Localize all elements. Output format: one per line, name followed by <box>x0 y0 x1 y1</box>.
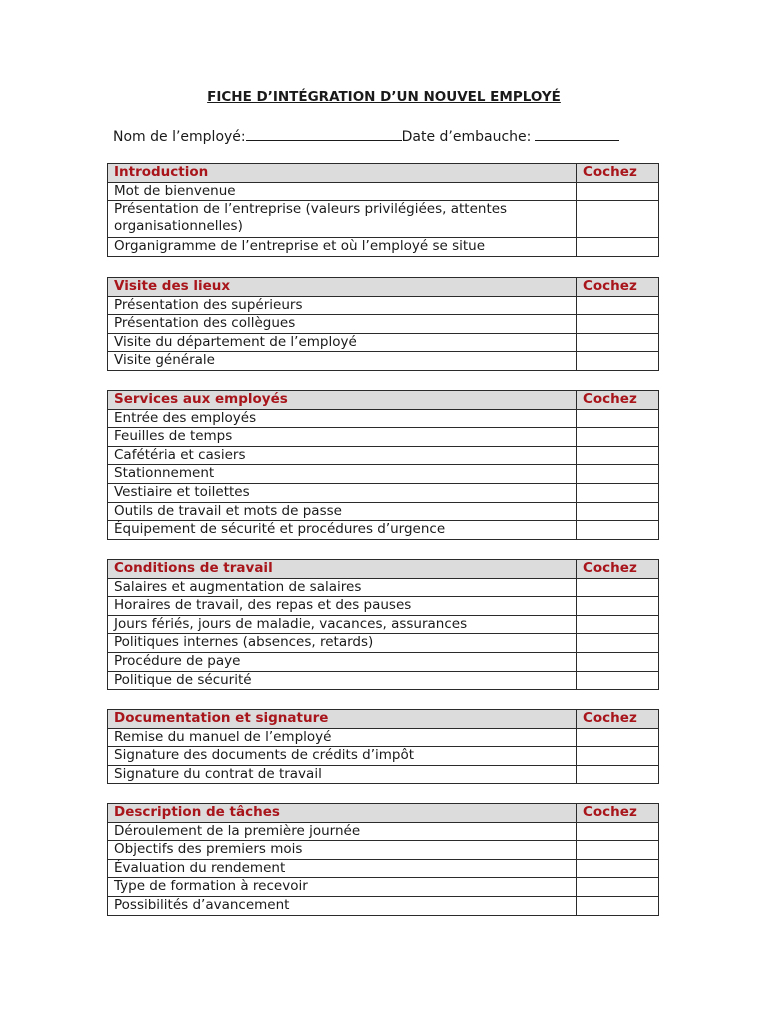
check-cell[interactable] <box>577 578 659 597</box>
section-header <box>108 391 659 410</box>
check-cell[interactable] <box>577 333 659 352</box>
section-working-conditions <box>107 559 659 690</box>
check-cell[interactable] <box>577 859 659 878</box>
section-title: Conditions de travail <box>108 560 577 579</box>
checklist-row <box>108 521 659 540</box>
section-introduction <box>107 163 659 257</box>
section-title: Documentation et signature <box>108 710 577 729</box>
check-cell[interactable] <box>577 352 659 371</box>
checklist-row <box>108 597 659 616</box>
checklist-row <box>108 428 659 447</box>
checklist-item: Feuilles de temps <box>108 428 577 447</box>
checklist-row <box>108 465 659 484</box>
checklist-item: Organigramme de l’entreprise et où l’employé se situe <box>108 238 577 257</box>
checklist-row <box>108 315 659 334</box>
checklist-row <box>108 765 659 784</box>
check-cell[interactable] <box>577 896 659 915</box>
check-cell[interactable] <box>577 315 659 334</box>
employee-name-label: Nom de l’employé: <box>113 129 246 145</box>
check-cell[interactable] <box>577 765 659 784</box>
checklist-row <box>108 578 659 597</box>
checklist-item: Entrée des employés <box>108 409 577 428</box>
checklist-row <box>108 182 659 201</box>
checklist-item: Politique de sécurité <box>108 671 577 690</box>
check-cell[interactable] <box>577 201 659 238</box>
check-cell[interactable] <box>577 182 659 201</box>
check-cell[interactable] <box>577 822 659 841</box>
checklist-item: Signature du contrat de travail <box>108 765 577 784</box>
checklist-item: Équipement de sécurité et procédures d’urgence <box>108 521 577 540</box>
check-cell[interactable] <box>577 502 659 521</box>
checklist-row <box>108 859 659 878</box>
section-header <box>108 710 659 729</box>
employee-name-field[interactable] <box>246 127 402 141</box>
section-title: Visite des lieux <box>108 278 577 297</box>
checklist-item: Politiques internes (absences, retards) <box>108 634 577 653</box>
checklist-row <box>108 409 659 428</box>
check-column-header: Cochez <box>577 164 659 183</box>
checklist-item: Évaluation du rendement <box>108 859 577 878</box>
check-cell[interactable] <box>577 296 659 315</box>
check-cell[interactable] <box>577 728 659 747</box>
checklist-item: Outils de travail et mots de passe <box>108 502 577 521</box>
checklist-item: Signature des documents de crédits d’impôt <box>108 747 577 766</box>
check-column-header: Cochez <box>577 278 659 297</box>
section-header <box>108 278 659 297</box>
checklist-item: Présentation des supérieurs <box>108 296 577 315</box>
checklist-item: Type de formation à recevoir <box>108 878 577 897</box>
check-cell[interactable] <box>577 878 659 897</box>
check-cell[interactable] <box>577 428 659 447</box>
check-column-header: Cochez <box>577 804 659 823</box>
checklist-row <box>108 238 659 257</box>
checklist-item: Visite générale <box>108 352 577 371</box>
checklist-row <box>108 352 659 371</box>
check-cell[interactable] <box>577 446 659 465</box>
hire-date-field[interactable] <box>535 127 619 141</box>
section-header <box>108 164 659 183</box>
check-cell[interactable] <box>577 521 659 540</box>
section-title: Description de tâches <box>108 804 577 823</box>
check-cell[interactable] <box>577 615 659 634</box>
check-column-header: Cochez <box>577 391 659 410</box>
checklist-row <box>108 446 659 465</box>
check-cell[interactable] <box>577 841 659 860</box>
section-header <box>108 804 659 823</box>
check-column-header: Cochez <box>577 560 659 579</box>
checklist-row <box>108 728 659 747</box>
section-task-description <box>107 803 659 916</box>
checklist-item: Présentation de l’entreprise (valeurs privilégiées, attentes organisationnelles) <box>108 201 577 238</box>
checklist-row <box>108 483 659 502</box>
checklist-item: Déroulement de la première journée <box>108 822 577 841</box>
hire-date-label: Date d’embauche: <box>401 129 532 145</box>
checklist-item: Procédure de paye <box>108 652 577 671</box>
check-cell[interactable] <box>577 597 659 616</box>
section-employee-services <box>107 390 659 540</box>
checklist-row <box>108 671 659 690</box>
check-column-header: Cochez <box>577 710 659 729</box>
checklist-row <box>108 822 659 841</box>
checklist-item: Présentation des collègues <box>108 315 577 334</box>
section-title: Introduction <box>108 164 577 183</box>
check-cell[interactable] <box>577 634 659 653</box>
checklist-item: Objectifs des premiers mois <box>108 841 577 860</box>
checklist-row <box>108 502 659 521</box>
section-header <box>108 560 659 579</box>
section-title: Services aux employés <box>108 391 577 410</box>
checklist-row <box>108 652 659 671</box>
checklist-item: Remise du manuel de l’employé <box>108 728 577 747</box>
checklist-row <box>108 201 659 238</box>
checklist-item: Possibilités d’avancement <box>108 896 577 915</box>
checklist-row <box>108 615 659 634</box>
check-cell[interactable] <box>577 409 659 428</box>
checklist-item: Horaires de travail, des repas et des pauses <box>108 597 577 616</box>
checklist-row <box>108 747 659 766</box>
checklist-item: Vestiaire et toilettes <box>108 483 577 502</box>
check-cell[interactable] <box>577 652 659 671</box>
checklist-row <box>108 896 659 915</box>
checklist-item: Jours fériés, jours de maladie, vacances, assurances <box>108 615 577 634</box>
checklist-row <box>108 841 659 860</box>
check-cell[interactable] <box>577 465 659 484</box>
checklist-item: Stationnement <box>108 465 577 484</box>
section-site-visit <box>107 277 659 371</box>
employee-info-line <box>113 127 619 145</box>
checklist-item: Salaires et augmentation de salaires <box>108 578 577 597</box>
section-documentation-signature <box>107 709 659 784</box>
page-title: FICHE D’INTÉGRATION D’UN NOUVEL EMPLOYÉ <box>207 89 561 105</box>
check-cell[interactable] <box>577 671 659 690</box>
checklist-item: Mot de bienvenue <box>108 182 577 201</box>
checklist-row <box>108 634 659 653</box>
checklist-row <box>108 878 659 897</box>
checklist-item: Visite du département de l’employé <box>108 333 577 352</box>
checklist-row <box>108 296 659 315</box>
checklist-item: Cafétéria et casiers <box>108 446 577 465</box>
check-cell[interactable] <box>577 483 659 502</box>
check-cell[interactable] <box>577 238 659 257</box>
checklist-row <box>108 333 659 352</box>
check-cell[interactable] <box>577 747 659 766</box>
